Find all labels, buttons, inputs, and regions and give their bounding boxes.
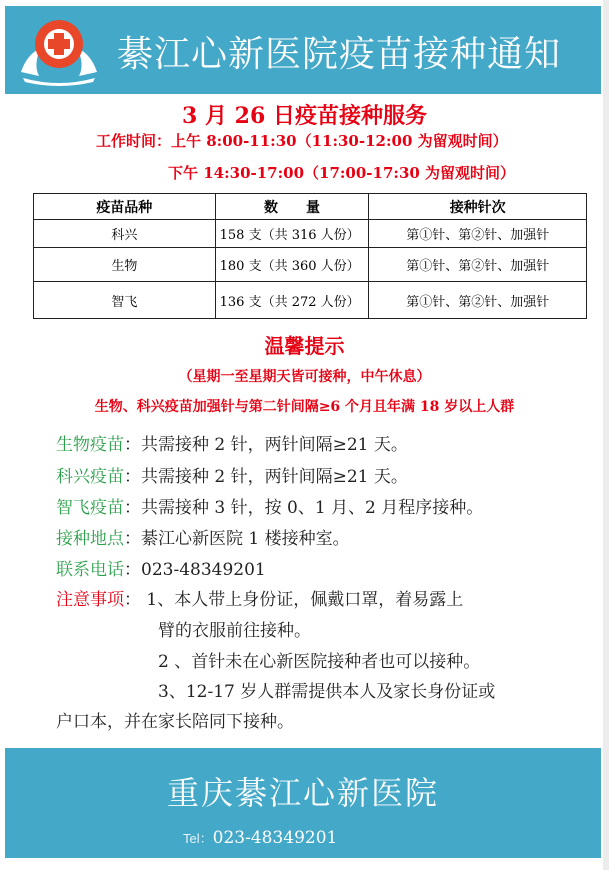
info-label: 接种地点 xyxy=(56,529,124,549)
tel-label: Tel： xyxy=(183,831,213,846)
tips-title: 温馨提示 xyxy=(264,334,345,358)
note-item: 3、12-17 岁人群需提供本人及家长身份证或 xyxy=(158,682,496,702)
info-notes xyxy=(56,585,463,610)
vaccine-quantity: 158 支（共 316 人份） xyxy=(215,220,369,248)
info-text: ：023-48349201 xyxy=(124,560,266,580)
page-title: 綦江心新医院疫苗接种通知 xyxy=(117,34,562,75)
info-text: ：共需接种 3 针，按 0、1 月、2 月程序接种。 xyxy=(124,498,484,518)
hospital-logo xyxy=(19,14,99,86)
column-header: 疫苗品种 xyxy=(34,194,216,220)
hospital-name: 重庆綦江心新医院 xyxy=(166,774,439,812)
note-item: 户口本，并在家长陪同下接种。 xyxy=(56,712,294,732)
booster-note: 生物、科兴疫苗加强针与第二针间隔≥6 个月且年满 18 岁以上人群 xyxy=(94,399,515,415)
info-label: 生物疫苗 xyxy=(56,435,124,455)
column-header: 接种针次 xyxy=(369,194,587,220)
vaccine-doses: 第①针、第②针、加强针 xyxy=(369,248,587,282)
page-gutter xyxy=(603,0,609,870)
info-text: ：綦江心新医院 1 楼接种室。 xyxy=(124,529,350,549)
vaccine-quantity: 136 支（共 272 人份） xyxy=(215,282,369,319)
note-item: 臂的衣服前往接种。 xyxy=(158,621,311,641)
footer-phone xyxy=(183,828,337,848)
vaccine-quantity: 180 支（共 360 人份） xyxy=(215,248,369,282)
footer-banner xyxy=(5,748,601,858)
info-label: 联系电话 xyxy=(56,560,124,580)
info-label: 科兴疫苗 xyxy=(56,467,124,487)
vaccine-name: 智飞 xyxy=(34,282,216,319)
info-biology xyxy=(56,430,408,455)
info-text: ：共需接种 2 针，两针间隔≥21 天。 xyxy=(124,435,408,455)
table-row xyxy=(34,282,587,319)
header-banner xyxy=(5,6,601,94)
vaccine-name: 生物 xyxy=(34,248,216,282)
service-title: 3 月 26 日疫苗接种服务 xyxy=(182,103,427,129)
info-phone xyxy=(56,555,266,580)
info-location xyxy=(56,524,350,549)
vaccine-table xyxy=(33,193,587,319)
info-zhifei xyxy=(56,493,483,518)
vaccine-doses: 第①针、第②针、加强针 xyxy=(369,220,587,248)
note-item: ： 1、本人带上身份证，佩戴口罩，着易露上 xyxy=(124,590,464,610)
info-label: 智飞疫苗 xyxy=(56,498,124,518)
info-text: ：共需接种 2 针，两针间隔≥21 天。 xyxy=(124,467,408,487)
table-header-row xyxy=(34,194,587,220)
vaccine-name: 科兴 xyxy=(34,220,216,248)
note-item: 2 、首针未在心新医院接种者也可以接种。 xyxy=(158,652,481,672)
info-label: 注意事项 xyxy=(56,590,124,610)
column-header: 数 量 xyxy=(215,194,369,220)
hours-morning: 工作时间：上午 8:00-11:30（11:30-12:00 为留观时间） xyxy=(96,132,508,150)
vaccine-doses: 第①针、第②针、加强针 xyxy=(369,282,587,319)
tips-subtitle: （星期一至星期天皆可接种，中午休息） xyxy=(178,369,431,385)
tel-number: 023-48349201 xyxy=(212,828,338,848)
info-kexing xyxy=(56,462,408,487)
table-row xyxy=(34,220,587,248)
table-row xyxy=(34,248,587,282)
hours-afternoon: 下午 14:30-17:00（17:00-17:30 为留观时间） xyxy=(168,164,516,182)
